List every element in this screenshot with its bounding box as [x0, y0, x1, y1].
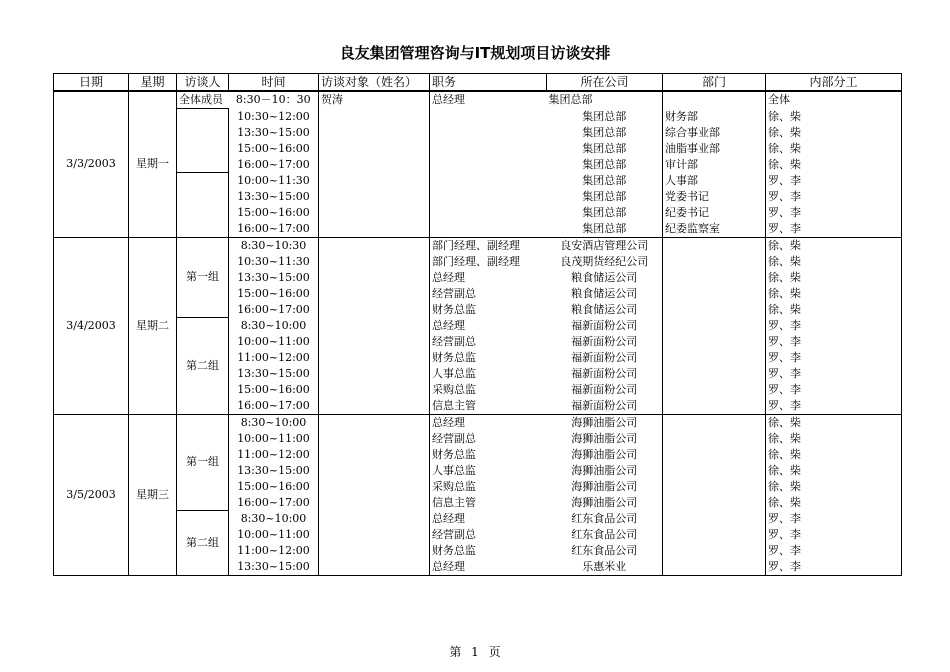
dept-cell: 人事部: [663, 173, 766, 189]
time-cell: 15:00~16:00: [229, 382, 319, 398]
title-cell: 总经理: [430, 91, 547, 109]
col-time: 时间: [229, 74, 319, 92]
company-cell: 海狮油脂公司: [571, 431, 638, 445]
interviewee-cell: [319, 366, 430, 382]
table-row: [54, 109, 902, 125]
group-cell: 第二组: [177, 511, 229, 576]
company-cell: 乐惠米业: [547, 559, 663, 576]
interviewee-cell: [319, 334, 430, 350]
company-cell: 福新面粉公司: [571, 334, 638, 348]
division-cell: 徐、柴: [766, 109, 902, 125]
dept-cell: [663, 334, 766, 350]
interviewee-cell: [319, 350, 430, 366]
time-cell: 16:00~17:00: [229, 398, 319, 415]
division-cell: 罗、李: [766, 221, 902, 238]
time-cell: 10:00~11:30: [229, 173, 319, 189]
title-cell: 财务总监: [430, 447, 547, 463]
company-cell: 福新面粉公司: [571, 382, 638, 396]
dept-cell: 党委书记: [663, 189, 766, 205]
time-cell: 15:00~16:00: [229, 141, 319, 157]
division-cell: 罗、李: [766, 334, 902, 350]
company-cell: 海狮油脂公司: [571, 463, 638, 477]
time-cell: 13:30~15:00: [229, 463, 319, 479]
title-cell: [430, 173, 547, 189]
division-cell: 徐、柴: [766, 495, 902, 511]
time-cell: 16:00~17:00: [229, 495, 319, 511]
col-company: 所在公司: [547, 74, 663, 92]
company-cell: 海狮油脂公司: [571, 447, 638, 461]
company-cell: 集团总部: [582, 157, 627, 171]
time-cell: 11:00~12:00: [229, 447, 319, 463]
company-cell: 粮食储运公司: [571, 302, 638, 316]
division-cell: 徐、柴: [766, 141, 902, 157]
division-cell: 徐、柴: [766, 157, 902, 173]
date-cell: 3/3/2003: [54, 91, 129, 237]
interviewee-cell: [319, 559, 430, 576]
division-cell: 罗、李: [766, 559, 902, 576]
dept-cell: [663, 350, 766, 366]
interviewee-cell: [319, 189, 430, 205]
division-cell: 徐、柴: [766, 286, 902, 302]
dept-cell: 纪委书记: [663, 205, 766, 221]
division-cell: 罗、李: [766, 350, 902, 366]
division-cell: 罗、李: [766, 543, 902, 559]
title-cell: [430, 125, 547, 141]
table-row: [54, 318, 902, 334]
time-cell: 10:30~11:30: [229, 254, 319, 270]
dept-cell: [663, 511, 766, 527]
dept-cell: [663, 366, 766, 382]
division-cell: 徐、柴: [766, 125, 902, 141]
time-cell: 16:00~17:00: [229, 302, 319, 318]
title-cell: 部门经理、副经理: [430, 254, 547, 270]
col-date: 日期: [54, 74, 129, 92]
interviewee-cell: [319, 173, 430, 189]
interviewee-cell: [319, 237, 430, 254]
title-cell: 人事总监: [430, 366, 547, 382]
division-cell: 罗、李: [766, 527, 902, 543]
title-cell: 信息主管: [430, 495, 547, 511]
table-row: [54, 173, 902, 189]
division-cell: 徐、柴: [766, 237, 902, 254]
header-row: [54, 74, 902, 92]
interviewee-cell: [319, 463, 430, 479]
company-cell: 集团总部: [582, 141, 627, 155]
interview-schedule-table: [53, 73, 902, 576]
title-cell: 采购总监: [430, 479, 547, 495]
company-cell: 海狮油脂公司: [571, 495, 638, 509]
dept-cell: [663, 237, 766, 254]
division-cell: 徐、柴: [766, 479, 902, 495]
col-division: 内部分工: [766, 74, 902, 92]
interviewee-cell: [319, 286, 430, 302]
division-cell: 罗、李: [766, 398, 902, 415]
division-cell: 徐、柴: [766, 431, 902, 447]
dept-cell: [663, 302, 766, 318]
title-cell: 经营副总: [430, 334, 547, 350]
dept-cell: [663, 479, 766, 495]
dept-cell: [663, 527, 766, 543]
time-cell: 15:00~16:00: [229, 286, 319, 302]
page-footer: [0, 643, 950, 660]
company-cell: 集团总部: [582, 205, 627, 219]
division-cell: 徐、柴: [766, 302, 902, 318]
col-weekday: 星期: [129, 74, 177, 92]
col-dept: 部门: [663, 74, 766, 92]
interviewee-cell: [319, 527, 430, 543]
table-row: [54, 414, 902, 431]
group-cell: 第一组: [177, 414, 229, 511]
dept-cell: [663, 543, 766, 559]
title-cell: 信息主管: [430, 398, 547, 415]
title-cell: 总经理: [430, 511, 547, 527]
dept-cell: [663, 463, 766, 479]
interviewee-cell: [319, 109, 430, 125]
time-cell: 13:30~15:00: [229, 366, 319, 382]
interviewer-cell: [177, 109, 229, 173]
col-interviewer: 访谈人: [177, 74, 229, 92]
title-cell: [430, 141, 547, 157]
dept-cell: 综合事业部: [663, 125, 766, 141]
time-cell: 10:00~11:00: [229, 431, 319, 447]
company-cell: 良茂期货经纪公司: [560, 254, 649, 268]
division-cell: 徐、柴: [766, 270, 902, 286]
time-cell: 10:00~11:00: [229, 527, 319, 543]
dept-cell: [663, 382, 766, 398]
title-cell: 总经理: [430, 318, 547, 334]
dept-cell: 纪委监察室: [663, 221, 766, 238]
company-cell: 集团总部: [582, 109, 627, 123]
interviewee-cell: [319, 125, 430, 141]
company-cell: 福新面粉公司: [571, 366, 638, 380]
company-cell: 福新面粉公司: [571, 350, 638, 364]
company-cell: 良安酒店管理公司: [560, 238, 649, 252]
dept-cell: [663, 286, 766, 302]
title-cell: [430, 109, 547, 125]
company-cell: 粮食储运公司: [571, 270, 638, 284]
group-cell: 第一组: [177, 237, 229, 318]
company-cell: 福新面粉公司: [571, 318, 638, 332]
interviewee-cell: [319, 254, 430, 270]
interviewee-cell: [319, 157, 430, 173]
time-cell: 15:00~16:00: [229, 205, 319, 221]
company-cell: 集团总部: [548, 93, 593, 107]
interviewee-cell: [319, 398, 430, 415]
title-cell: 采购总监: [430, 382, 547, 398]
interviewee-cell: [319, 141, 430, 157]
company-cell: 集团总部: [582, 173, 627, 187]
company-cell: 红东食品公司: [571, 511, 638, 525]
company-cell: 红东食品公司: [571, 543, 638, 557]
time-cell: 13:30~15:00: [229, 125, 319, 141]
time-cell: 8:30~10:30: [229, 237, 319, 254]
dept-cell: 审计部: [663, 157, 766, 173]
weekday-cell: 星期一: [129, 91, 177, 237]
time-cell: 8:30－10：30: [235, 93, 311, 107]
interviewee-cell: [319, 414, 430, 431]
interviewee-cell: [319, 270, 430, 286]
time-cell: 15:00~16:00: [229, 479, 319, 495]
time-cell: 16:00~17:00: [229, 221, 319, 238]
title-cell: 总经理: [430, 559, 547, 576]
interviewee-cell: [319, 511, 430, 527]
dept-cell: [663, 414, 766, 431]
company-cell: 福新面粉公司: [547, 398, 663, 415]
division-cell: 罗、李: [766, 511, 902, 527]
dept-cell: 财务部: [663, 109, 766, 125]
interviewee-cell: [319, 495, 430, 511]
division-cell: 徐、柴: [766, 254, 902, 270]
title-cell: 人事总监: [430, 463, 547, 479]
time-cell: 11:00~12:00: [229, 543, 319, 559]
title-cell: 财务总监: [430, 350, 547, 366]
interviewee-cell: [319, 479, 430, 495]
dept-cell: [663, 91, 766, 109]
company-cell: 粮食储运公司: [571, 286, 638, 300]
title-cell: 总经理: [430, 414, 547, 431]
title-cell: [430, 157, 547, 173]
time-cell: 8:30~10:00: [229, 414, 319, 431]
company-cell: 海狮油脂公司: [571, 479, 638, 493]
company-cell: 集团总部: [547, 221, 663, 238]
weekday-cell: 星期三: [129, 414, 177, 575]
time-cell: 8:30~10:00: [229, 511, 319, 527]
interviewee-cell: [319, 302, 430, 318]
interviewee-cell: [319, 221, 430, 238]
interviewer-cell: 全体成员: [177, 91, 229, 109]
dept-cell: [663, 254, 766, 270]
time-cell: 13:30~15:00: [229, 189, 319, 205]
company-cell: 红东食品公司: [571, 527, 638, 541]
group-cell: 第二组: [177, 318, 229, 415]
title-cell: [430, 205, 547, 221]
dept-cell: [663, 559, 766, 576]
division-cell: 罗、李: [766, 189, 902, 205]
col-title: 职务: [430, 74, 547, 92]
dept-cell: [663, 398, 766, 415]
division-cell: 全体: [766, 91, 902, 109]
page-title: 良友集团管理咨询与IT规划项目访谈安排: [339, 44, 611, 62]
company-cell: 海狮油脂公司: [571, 415, 638, 429]
footer-suffix: 页: [488, 645, 501, 659]
dept-cell: [663, 447, 766, 463]
page-number: 1: [471, 645, 479, 659]
table-row: [54, 91, 902, 109]
time-cell: 10:00~11:00: [229, 334, 319, 350]
division-cell: 罗、李: [766, 205, 902, 221]
dept-cell: 油脂事业部: [663, 141, 766, 157]
interviewer-cell: [177, 173, 229, 238]
dept-cell: [663, 495, 766, 511]
interviewee-cell: [319, 543, 430, 559]
division-cell: 罗、李: [766, 382, 902, 398]
time-cell: 11:00~12:00: [229, 350, 319, 366]
division-cell: 徐、柴: [766, 463, 902, 479]
title-cell: 经营副总: [430, 286, 547, 302]
table-row: [54, 237, 902, 254]
table-row: [54, 511, 902, 527]
footer-prefix: 第: [449, 645, 462, 659]
division-cell: 罗、李: [766, 366, 902, 382]
title-cell: 总经理: [430, 270, 547, 286]
company-cell: 集团总部: [582, 189, 627, 203]
time-cell: 10:30~12:00: [229, 109, 319, 125]
interviewee-cell: [319, 205, 430, 221]
title-cell: 财务总监: [430, 543, 547, 559]
time-cell: 16:00~17:00: [229, 157, 319, 173]
company-cell: 集团总部: [582, 125, 627, 139]
dept-cell: [663, 270, 766, 286]
date-cell: 3/4/2003: [54, 237, 129, 414]
interviewee-cell: [319, 382, 430, 398]
dept-cell: [663, 431, 766, 447]
interviewee-cell: [319, 318, 430, 334]
time-cell: 8:30~10:00: [229, 318, 319, 334]
title-cell: 财务总监: [430, 302, 547, 318]
interviewee-cell: [319, 431, 430, 447]
division-cell: 徐、柴: [766, 414, 902, 431]
interviewee-cell: 贺涛: [319, 91, 430, 109]
title-cell: 经营副总: [430, 431, 547, 447]
division-cell: 徐、柴: [766, 447, 902, 463]
col-interviewee: 访谈对象（姓名）: [319, 74, 430, 92]
time-cell: 13:30~15:00: [229, 270, 319, 286]
division-cell: 罗、李: [766, 173, 902, 189]
title-cell: 经营副总: [430, 527, 547, 543]
weekday-cell: 星期二: [129, 237, 177, 414]
interviewee-cell: [319, 447, 430, 463]
title-cell: 部门经理、副经理: [430, 237, 547, 254]
title-cell: [430, 221, 547, 238]
title-cell: [430, 189, 547, 205]
time-cell: 13:30~15:00: [229, 559, 319, 576]
dept-cell: [663, 318, 766, 334]
division-cell: 罗、李: [766, 318, 902, 334]
date-cell: 3/5/2003: [54, 414, 129, 575]
